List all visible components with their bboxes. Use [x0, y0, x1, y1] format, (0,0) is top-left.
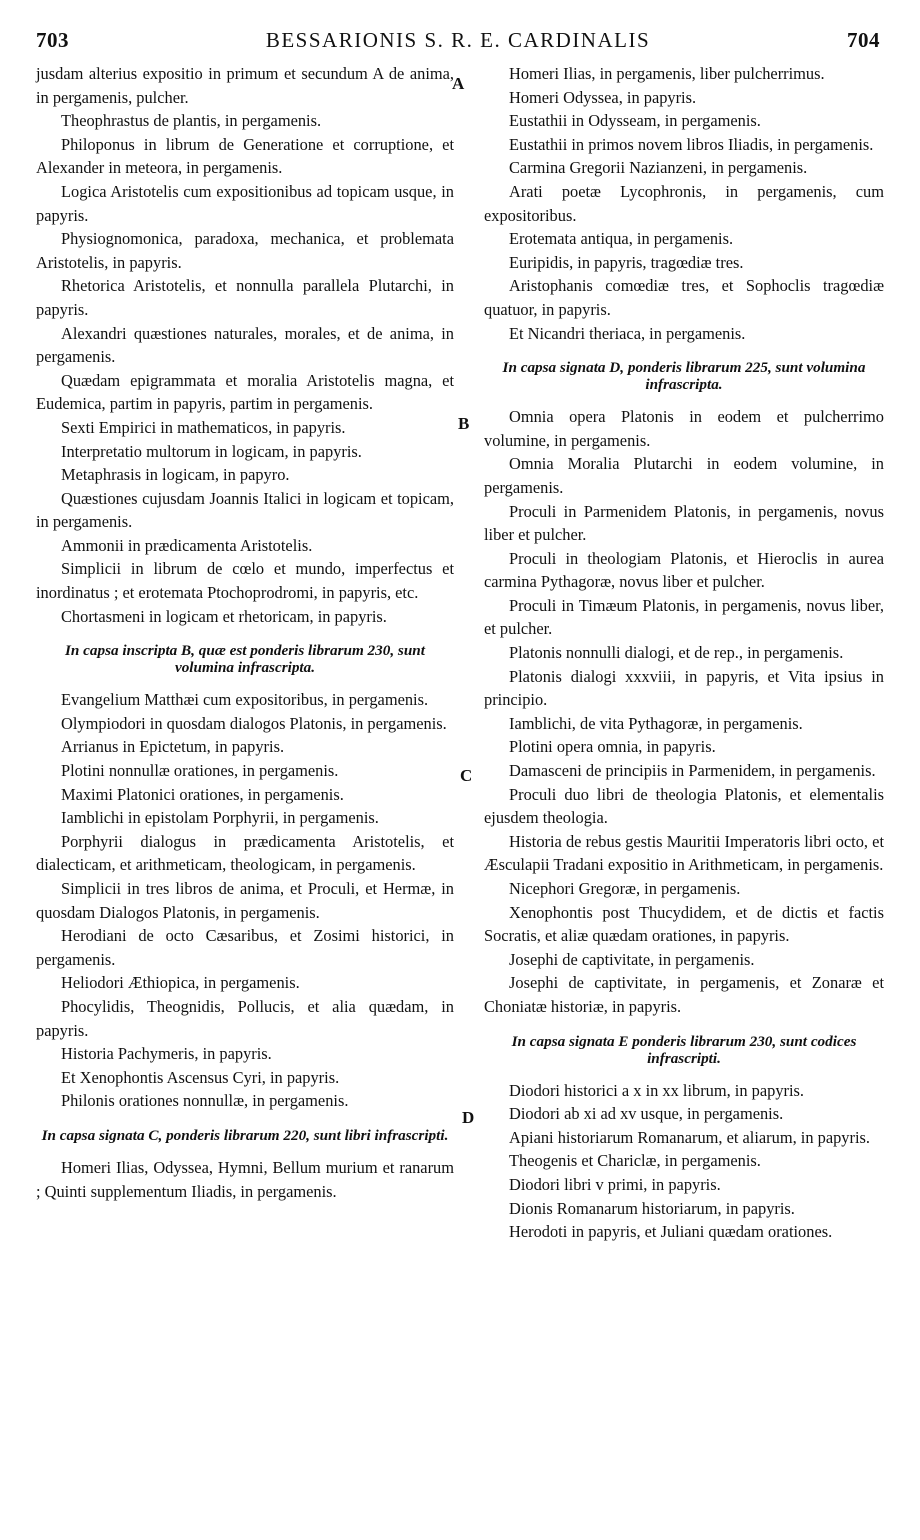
- page-number-left: 703: [36, 28, 69, 52]
- catalog-entry: Maximi Platonici orationes, in pergamenis.: [61, 784, 344, 804]
- catalog-entry: Damasceni de principiis in Parmenidem, in pergamenis.: [509, 761, 876, 781]
- catalog-entry: Philonis orationes nonnullæ, in pergamenis.: [61, 1091, 349, 1111]
- catalog-entry: Carmina Gregorii Nazianzeni, in pergamenis.: [509, 158, 808, 178]
- catalog-entry: Alexandri quæstiones naturales, morales, et de anima, in pergamenis.: [36, 323, 454, 367]
- catalog-entry: Omnia opera Platonis in eodem et pulcherrimo volumine, in pergamenis.: [484, 407, 884, 450]
- catalog-entry: Heliodori Æthiopica, in pergamenis.: [61, 973, 300, 993]
- running-title: BESSARIONIS S. R. E. CARDINALIS: [265, 28, 651, 52]
- catalog-entry: Phocylidis, Theognidis, Pollucis, et alia quædam, in papyris.: [36, 996, 454, 1040]
- catalog-entry: Proculi in theologiam Platonis, et Hieroclis in aurea carmina Pythagoræ, novus liber et pulcher.: [484, 548, 884, 592]
- catalog-entry: Herodoti in papyris, et Juliani quædam orationes.: [509, 1222, 833, 1242]
- right-column: [484, 62, 884, 1244]
- catalog-entry: Et Xenophontis Ascensus Cyri, in papyris.: [61, 1067, 340, 1087]
- catalog-entry: Quædam epigrammata et moralia Aristotelis magna, et Eudemica, partim in papyris, partim in pergamenis.: [36, 370, 454, 414]
- catalog-entry: Simplicii in librum de cœlo et mundo, imperfectus et inordinatus ; et erotemata Ptochoprodromi, in papyris, etc.: [36, 559, 454, 603]
- margin-letter-d: D: [462, 1108, 475, 1127]
- catalog-entry: Simplicii in tres libros de anima, et Proculi, et Hermæ, in quosdam Dialogos Platonis, in pergamenis.: [36, 879, 454, 922]
- catalog-entry: Platonis dialogi xxxviii, in papyris, et Vita ipsius in principio.: [484, 666, 884, 710]
- catalog-entry: Herodiani de octo Cæsaribus, et Zosimi historici, in pergamenis.: [36, 926, 454, 969]
- catalog-entry: Sexti Empirici in mathematicos, in papyris.: [61, 417, 346, 437]
- catalog-entry: Proculi in Timæum Platonis, in pergamenis, novus liber, et pulcher.: [484, 595, 884, 639]
- catalog-entry: Rhetorica Aristotelis, et nonnulla parallela Plutarchi, in papyris.: [36, 276, 454, 319]
- catalog-entry: Plotini nonnullæ orationes, in pergamenis.: [61, 761, 339, 781]
- catalog-entry: Interpretatio multorum in logicam, in papyris.: [61, 441, 362, 461]
- catalog-entry: Josephi de captivitate, in pergamenis.: [509, 949, 755, 969]
- catalog-entry: Josephi de captivitate, in pergamenis, et Zonaræ et Choniatæ historiæ, in papyris.: [484, 973, 884, 1016]
- catalog-entry: Homeri Ilias, Odyssea, Hymni, Bellum murium et ranarum ; Quinti supplementum Iliadis, in pergamenis.: [36, 1157, 454, 1201]
- catalog-entry: Theophrastus de plantis, in pergamenis.: [61, 111, 322, 131]
- catalog-entry: Proculi duo libri de theologia Platonis, et elementalis ejusdem theologia.: [484, 784, 884, 828]
- section-heading: In capsa inscripta B, quæ est ponderis librarum 230, sunt volumina infrascripta.: [65, 642, 425, 677]
- catalog-entry: Erotemata antiqua, in pergamenis.: [509, 229, 734, 249]
- margin-letter-b: B: [458, 414, 470, 433]
- catalog-entry: Platonis nonnulli dialogi, et de rep., in pergamenis.: [509, 643, 844, 663]
- margin-letter-c: C: [460, 766, 473, 785]
- catalog-entry: Nicephori Gregoræ, in pergamenis.: [509, 879, 741, 898]
- catalog-entry: Proculi in Parmenidem Platonis, in pergamenis, novus liber et pulcher.: [484, 501, 884, 545]
- left-column: [36, 62, 454, 1203]
- catalog-entry: Iamblichi, de vita Pythagoræ, in pergamenis.: [509, 713, 803, 733]
- section-heading: In capsa signata D, ponderis librarum 225, sunt volumina infrascripta.: [502, 359, 866, 394]
- catalog-entry: Arati poetæ Lycophronis, in pergamenis, cum expositoribus.: [484, 181, 884, 225]
- catalog-entry: Euripidis, in papyris, tragœdiæ tres.: [509, 252, 744, 272]
- catalog-entry: Dionis Romanarum historiarum, in papyris.: [509, 1198, 795, 1218]
- catalog-entry: Diodori libri v primi, in papyris.: [509, 1174, 721, 1194]
- catalog-entry: Omnia Moralia Plutarchi in eodem volumine, in pergamenis.: [484, 454, 884, 497]
- catalog-entry: Xenophontis post Thucydidem, et de dictis et factis Socratis, et aliæ quædam orationes, in papyris.: [484, 902, 884, 946]
- catalog-entry: Historia de rebus gestis Mauritii Imperatoris libri octo, et Æsculapii Tradani expositio in Arithmeticam, in pergamenis.: [484, 831, 884, 875]
- catalog-entry: Ammonii in prædicamenta Aristotelis.: [61, 535, 313, 555]
- catalog-entry: Philoponus in librum de Generatione et corruptione, et Alexander in meteora, in pergamenis.: [36, 134, 454, 178]
- catalog-entry: Et Nicandri theriaca, in pergamenis.: [509, 323, 746, 343]
- catalog-entry: Evangelium Matthæi cum expositoribus, in pergamenis.: [61, 690, 429, 710]
- catalog-entry: Diodori ab xi ad xv usque, in pergamenis.: [509, 1104, 784, 1124]
- catalog-entry: Olympiodori in quosdam dialogos Platonis, in pergamenis.: [61, 713, 447, 733]
- section-heading: In capsa signata E ponderis librarum 230, sunt codices infrascripti.: [511, 1032, 857, 1067]
- catalog-entry: Physiognomonica, paradoxa, mechanica, et problemata Aristotelis, in papyris.: [36, 229, 454, 272]
- catalog-entry: Apiani historiarum Romanarum, et aliarum, in papyris.: [509, 1127, 870, 1147]
- catalog-entry: Homeri Ilias, in pergamenis, liber pulcherrimus.: [509, 64, 825, 83]
- catalog-entry: Theogenis et Chariclæ, in pergamenis.: [509, 1151, 761, 1171]
- margin-letter-a: A: [452, 74, 465, 93]
- catalog-entry: Metaphrasis in logicam, in papyro.: [61, 465, 290, 485]
- catalog-entry: Historia Pachymeris, in papyris.: [61, 1044, 272, 1064]
- page-number-right: 704: [847, 28, 880, 52]
- section-heading: In capsa signata C, ponderis librarum 220, sunt libri infrascripti.: [41, 1126, 449, 1144]
- catalog-entry: Arrianus in Epictetum, in papyris.: [61, 737, 285, 757]
- catalog-entry: Eustathii in Odysseam, in pergamenis.: [509, 111, 761, 131]
- catalog-entry: Diodori historici a x in xx librum, in papyris.: [509, 1080, 804, 1100]
- catalog-entry: Homeri Odyssea, in papyris.: [509, 87, 697, 107]
- catalog-entry: Iamblichi in epistolam Porphyrii, in pergamenis.: [61, 808, 379, 828]
- catalog-entry: Plotini opera omnia, in papyris.: [509, 737, 716, 757]
- page-header: [36, 28, 880, 56]
- catalog-entry: Logica Aristotelis cum expositionibus ad topicam usque, in papyris.: [36, 181, 454, 225]
- catalog-entry: Porphyrii dialogus in prædicamenta Aristotelis, et dialecticam, et arithmeticam, theologicam, in pergamenis.: [36, 831, 454, 875]
- catalog-entry: jusdam alterius expositio in primum et secundum A de anima, in pergamenis, pulcher.: [36, 64, 454, 107]
- catalog-entry: Chortasmeni in logicam et rhetoricam, in papyris.: [61, 606, 387, 626]
- catalog-entry: Quæstiones cujusdam Joannis Italici in logicam et topicam, in pergamenis.: [36, 488, 454, 532]
- catalog-entry: Eustathii in primos novem libros Iliadis, in pergamenis.: [509, 134, 874, 154]
- catalog-entry: Aristophanis comœdiæ tres, et Sophoclis tragœdiæ quatuor, in papyris.: [484, 276, 884, 319]
